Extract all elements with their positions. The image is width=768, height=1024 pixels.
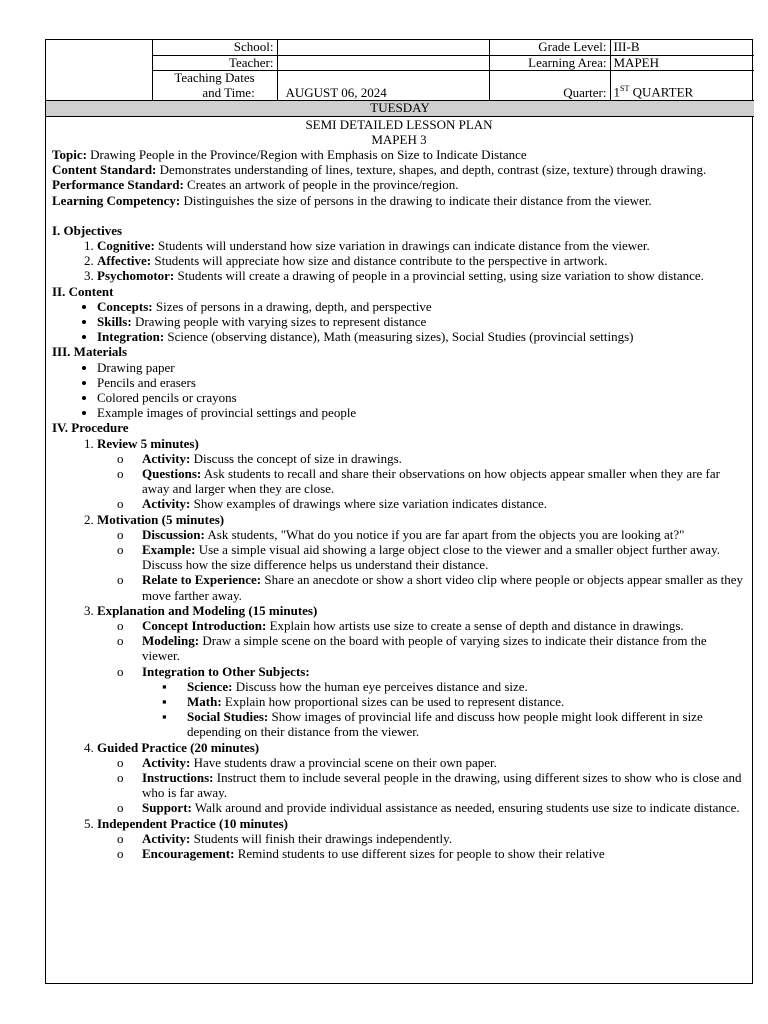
materials-heading: III. Materials xyxy=(52,344,128,360)
page-subtitle: MAPEH 3 xyxy=(371,131,427,147)
performance-standard-label: Performance Standard: xyxy=(52,177,184,193)
list-item: ▪ Math: Explain how proportional sizes can be used to represent distance. xyxy=(187,694,746,709)
list-item: 1. Cognitive: Students will understand how size variation in drawings can indicate distance from the viewer. xyxy=(97,238,746,253)
list-item: o Integration to Other Subjects: ▪ Science: Discuss how the human eye perceives distance and size. ▪ Math: Explain how proportional sizes can be used to represent distance. ▪ Social Studies: Show images of provincial life and discuss how people might look different in size depending on their distance from the viewer. xyxy=(142,664,746,740)
quarter-sup: ST xyxy=(620,84,630,94)
list-item: 3. Psychomotor: Students will create a drawing of people in a provincial setting, using size variation to show distance. xyxy=(97,268,746,283)
list-item: o Instructions: Instruct them to include several people in the drawing, using different sizes to show who is close and who is far away. xyxy=(142,770,746,800)
dates-value: AUGUST 06, 2024 xyxy=(277,71,489,101)
procedure-guided: 4. Guided Practice (20 minutes) o Activity: Have students draw a provincial scene on their own paper. o Instructions: Instruct them to include several people in the drawing, using different sizes to show who is close and who is far away. o Support: Walk around and provide individual assistance as needed, ensuring students use size to indicate distance. xyxy=(97,740,746,816)
learning-competency-text: Distinguishes the size of persons in the drawing to indicate their distance from the viewer. xyxy=(180,192,652,208)
area-value: MAPEH xyxy=(610,55,754,71)
performance-standard xyxy=(52,177,746,192)
procedure-independent: 5. Independent Practice (10 minutes) o Activity: Students will finish their drawings independently. o Encouragement: Remind students to use different sizes for people to show their relative xyxy=(97,816,746,862)
list-item: o Discussion: Ask students, "What do you notice if you are far apart from the objects you are looking at?" xyxy=(142,527,746,542)
list-item: o Modeling: Draw a simple scene on the board with people of varying sizes to indicate their distance from the viewer. xyxy=(142,633,746,663)
list-item: • Drawing paper xyxy=(97,360,746,375)
procedure-heading: IV. Procedure xyxy=(52,420,129,436)
lesson-plan-page xyxy=(45,39,753,984)
list-item: o Relate to Experience: Share an anecdote or show a short video clip where people or objects appear smaller as they move farther away. xyxy=(142,572,746,602)
quarter-value xyxy=(610,71,754,101)
day-banner: TUESDAY xyxy=(46,101,754,117)
materials-list xyxy=(52,360,746,421)
procedure-motivation: 2. Motivation (5 minutes) o Discussion: Ask students, "What do you notice if you are far apart from the objects you are looking at?" o Example: Use a simple visual aid showing a large object close to the viewer and a smaller object further away. Discuss how the size difference helps us understand their distance. o Relate to Experience: Share an anecdote or show a short video clip where people or objects appear smaller as they move farther away. xyxy=(97,512,746,603)
lesson-body xyxy=(46,117,752,862)
list-item: o Encouragement: Remind students to use different sizes for people to show their relative xyxy=(142,846,746,861)
content-heading: II. Content xyxy=(52,283,114,299)
procedure-explanation: 3. Explanation and Modeling (15 minutes) o Concept Introduction: Explain how artists use size to create a sense of depth and distance in drawings. o Modeling: Draw a simple scene on the board with people of varying sizes to indicate their distance from the viewer. o Integration to Other Subjects: ▪ Science: Discuss how the human eye perceives distance and size. ▪ Math: Explain how proportional sizes can be used to represent distance. ▪ Social Studies: Show images of provincial life and discuss how people might look different in size depending on their distance from the viewer. xyxy=(97,603,746,740)
school-label: School: xyxy=(152,40,277,55)
list-item: 2. Affective: Students will appreciate how size and distance contribute to the perspective in artwork. xyxy=(97,253,746,268)
list-item: o Example: Use a simple visual aid showing a large object close to the viewer and a smaller object further away. Discuss how the size difference helps us understand their distance. xyxy=(142,542,746,572)
dates-label-line2: and Time: xyxy=(202,84,255,100)
list-item: • Example images of provincial settings and people xyxy=(97,405,746,420)
list-item: o Support: Walk around and provide individual assistance as needed, ensuring students use size to indicate distance. xyxy=(142,800,746,815)
list-item: • Skills: Drawing people with varying sizes to represent distance xyxy=(97,314,746,329)
content-list xyxy=(52,299,746,345)
teacher-value xyxy=(277,55,489,71)
teacher-label: Teacher: xyxy=(152,55,277,71)
objectives-heading: I. Objectives xyxy=(52,222,123,238)
dates-label xyxy=(152,71,277,101)
list-item: o Activity: Discuss the concept of size in drawings. xyxy=(142,451,746,466)
list-item: • Pencils and erasers xyxy=(97,375,746,390)
list-item: • Integration: Science (observing distance), Math (measuring sizes), Social Studies (provincial settings) xyxy=(97,329,746,344)
list-item: o Activity: Show examples of drawings where size variation indicates distance. xyxy=(142,496,746,511)
page-title: SEMI DETAILED LESSON PLAN xyxy=(305,116,493,132)
topic-label: Topic: xyxy=(52,146,87,162)
performance-standard-text: Creates an artwork of people in the province/region. xyxy=(183,177,459,193)
list-item: o Concept Introduction: Explain how artists use size to create a sense of depth and distance in drawings. xyxy=(142,618,746,633)
grade-label: Grade Level: xyxy=(489,40,610,55)
area-label: Learning Area: xyxy=(489,55,610,71)
quarter-word: QUARTER xyxy=(629,84,694,100)
content-standard xyxy=(52,162,746,177)
dates-label-line1: Teaching Dates xyxy=(174,70,255,85)
quarter-num: 1 xyxy=(613,84,620,100)
topic xyxy=(52,147,746,162)
list-item: ▪ Science: Discuss how the human eye perceives distance and size. xyxy=(187,679,746,694)
list-item: • Concepts: Sizes of persons in a drawing, depth, and perspective xyxy=(97,299,746,314)
content-standard-text: Demonstrates understanding of lines, texture, shapes, and depth, contrast (size, texture) through drawing. xyxy=(156,162,707,178)
procedure-review: 1. Review 5 minutes) o Activity: Discuss the concept of size in drawings. o Questions: Ask students to recall and share their observations on how objects appear smaller when they are far away and larger when they are close. o Activity: Show examples of drawings where size variation indicates distance. xyxy=(97,436,746,512)
procedure-list xyxy=(52,436,746,862)
objectives-list xyxy=(52,238,746,284)
list-item: o Questions: Ask students to recall and share their observations on how objects appear smaller when they are far away and larger when they are close. xyxy=(142,466,746,496)
learning-competency xyxy=(52,193,746,208)
header-table xyxy=(46,40,754,117)
list-item: o Activity: Have students draw a provincial scene on their own paper. xyxy=(142,755,746,770)
school-value xyxy=(277,40,489,55)
topic-text: Drawing People in the Province/Region with Emphasis on Size to Indicate Distance xyxy=(86,146,527,162)
list-item: • Colored pencils or crayons xyxy=(97,390,746,405)
logo-cell xyxy=(46,40,152,101)
grade-value: III-B xyxy=(610,40,754,55)
content-standard-label: Content Standard: xyxy=(52,162,157,178)
quarter-label: Quarter: xyxy=(489,71,610,101)
learning-competency-label: Learning Competency: xyxy=(52,192,181,208)
list-item: ▪ Social Studies: Show images of provincial life and discuss how people might look different in size depending on their distance from the viewer. xyxy=(187,709,746,739)
list-item: o Activity: Students will finish their drawings independently. xyxy=(142,831,746,846)
